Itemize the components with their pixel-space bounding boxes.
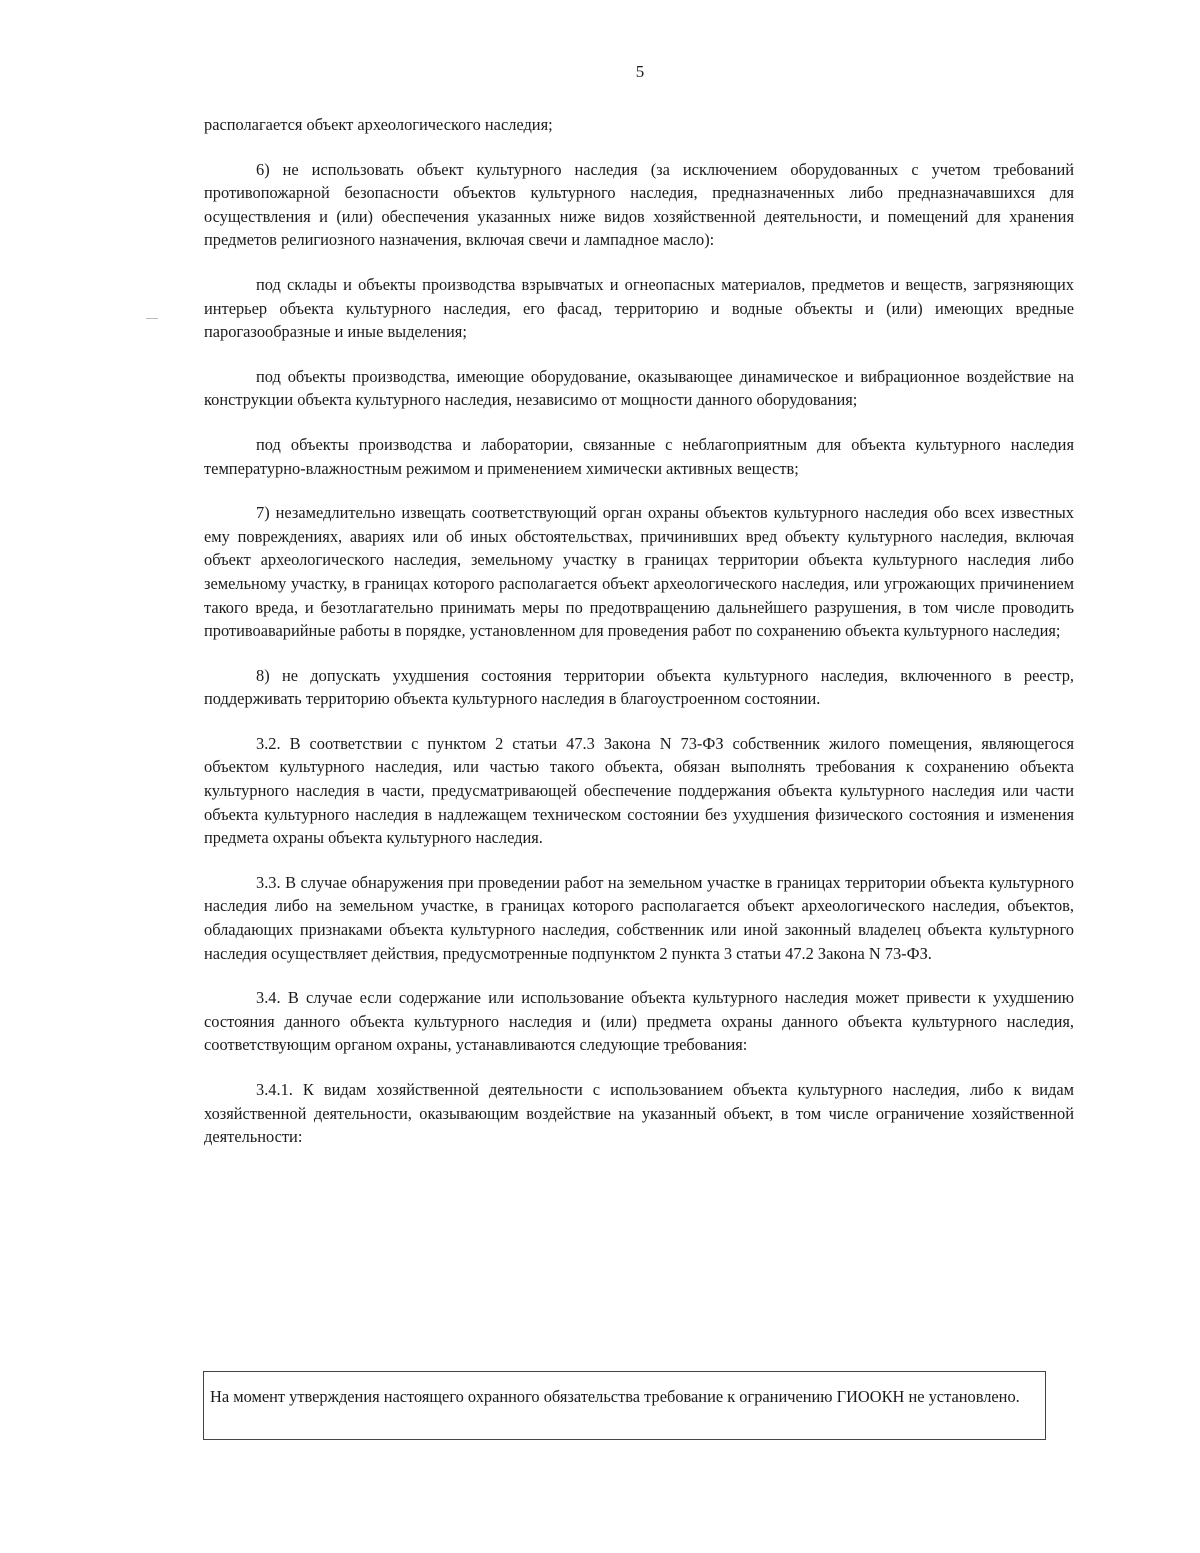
paragraph-subitem-warehouses: под склады и объекты производства взрывчатых и огнеопасных материалов, предметов и веществ, загрязняющих интерьер объекта культурного наследия, его фасад, территорию и водные объекты и (или) имеющих вредные парогазообразные и иные выделения; [204,274,1074,342]
paragraph-subitem-laboratories: под объекты производства и лаборатории, связанные с неблагоприятным для объекта культурного наследия температурно-влажностным режимом и применением химически активных веществ; [204,434,1074,478]
paragraph-item-7: 7) незамедлительно извещать соответствующий орган охраны объектов культурного наследия обо всех известных ему повреждениях, авариях или об иных обстоятельствах, причинивших вред объекту культурного наследия, включая объект археологического наследия, земельному участку в границах территории объекта культурного наследия либо земельному участку, в границах которого располагается объект археологического наследия, или угрожающих причинением такого вреда, и безотлагательно принимать меры по предотвращению дальнейшего разрушения, в том числе проводить противоаварийные работы в порядке, установленном для проведения работ по сохранению объекта культурного наследия; [204,503,1074,641]
paragraph-continuation: располагается объект археологического наследия; [204,115,553,134]
paragraph-section-3-4-1: 3.4.1. К видам хозяйственной деятельности с использованием объекта культурного наследия, либо к видам хозяйственной деятельности, оказывающим воздействие на указанный объект, в том числе ограничение хозяйственной деятельности: [204,1080,1074,1147]
paragraph-subitem-production-equipment: под объекты производства, имеющие оборудование, оказывающее динамическое и вибрационное воздействие на конструкции объекта культурного наследия, независимо от мощности данного оборудования; [204,366,1074,410]
scan-artifact [146,318,158,319]
requirement-note-box: На момент утверждения настоящего охранного обязательства требование к ограничению ГИООКН не установлено. [203,1371,1046,1440]
paragraph-item-8: 8) не допускать ухудшения состояния территории объекта культурного наследия, включенного в реестр, поддерживать территорию объекта культурного наследия в благоустроенном состоянии. [204,665,1074,709]
page-number: 5 [635,62,645,81]
paragraph-section-3-3: 3.3. В случае обнаружения при проведении работ на земельном участке в границах территории объекта культурного наследия либо на земельном участке, в границах которого располагается объект археологического наследия, объектов, обладающих признаками объекта культурного наследия, собственник или иной законный владелец объекта культурного наследия осуществляет действия, предусмотренные подпунктом 2 пункта 3 статьи 47.2 Закона N 73-ФЗ. [204,872,1074,963]
document-body [204,113,1074,1170]
paragraph-section-3-4: 3.4. В случае если содержание или использование объекта культурного наследия может привести к ухудшению состояния данного объекта культурного наследия и (или) предмета охраны данного объекта культурного наследия, соответствующим органом охраны, устанавливаются следующие требования: [204,988,1074,1055]
paragraph-item-6: 6) не использовать объект культурного наследия (за исключением оборудованных с учетом требований противопожарной безопасности объектов культурного наследия, предназначенных либо предназначавшихся для осуществления и (или) обеспечения указанных ниже видов хозяйственной деятельности, и помещений для хранения предметов религиозного назначения, включая свечи и лампадное масло): [204,159,1074,250]
paragraph-section-3-2: 3.2. В соответствии с пунктом 2 статьи 47.3 Закона N 73-ФЗ собственник жилого помещения, являющегося объектом культурного наследия, или частью такого объекта, обязан выполнять требования к сохранению объекта культурного наследия в части, предусматривающей обеспечение поддержания объекта культурного наследия или части объекта культурного наследия в надлежащем техническом состоянии без ухудшения физического состояния и изменения предмета охраны объекта культурного наследия. [204,733,1074,848]
